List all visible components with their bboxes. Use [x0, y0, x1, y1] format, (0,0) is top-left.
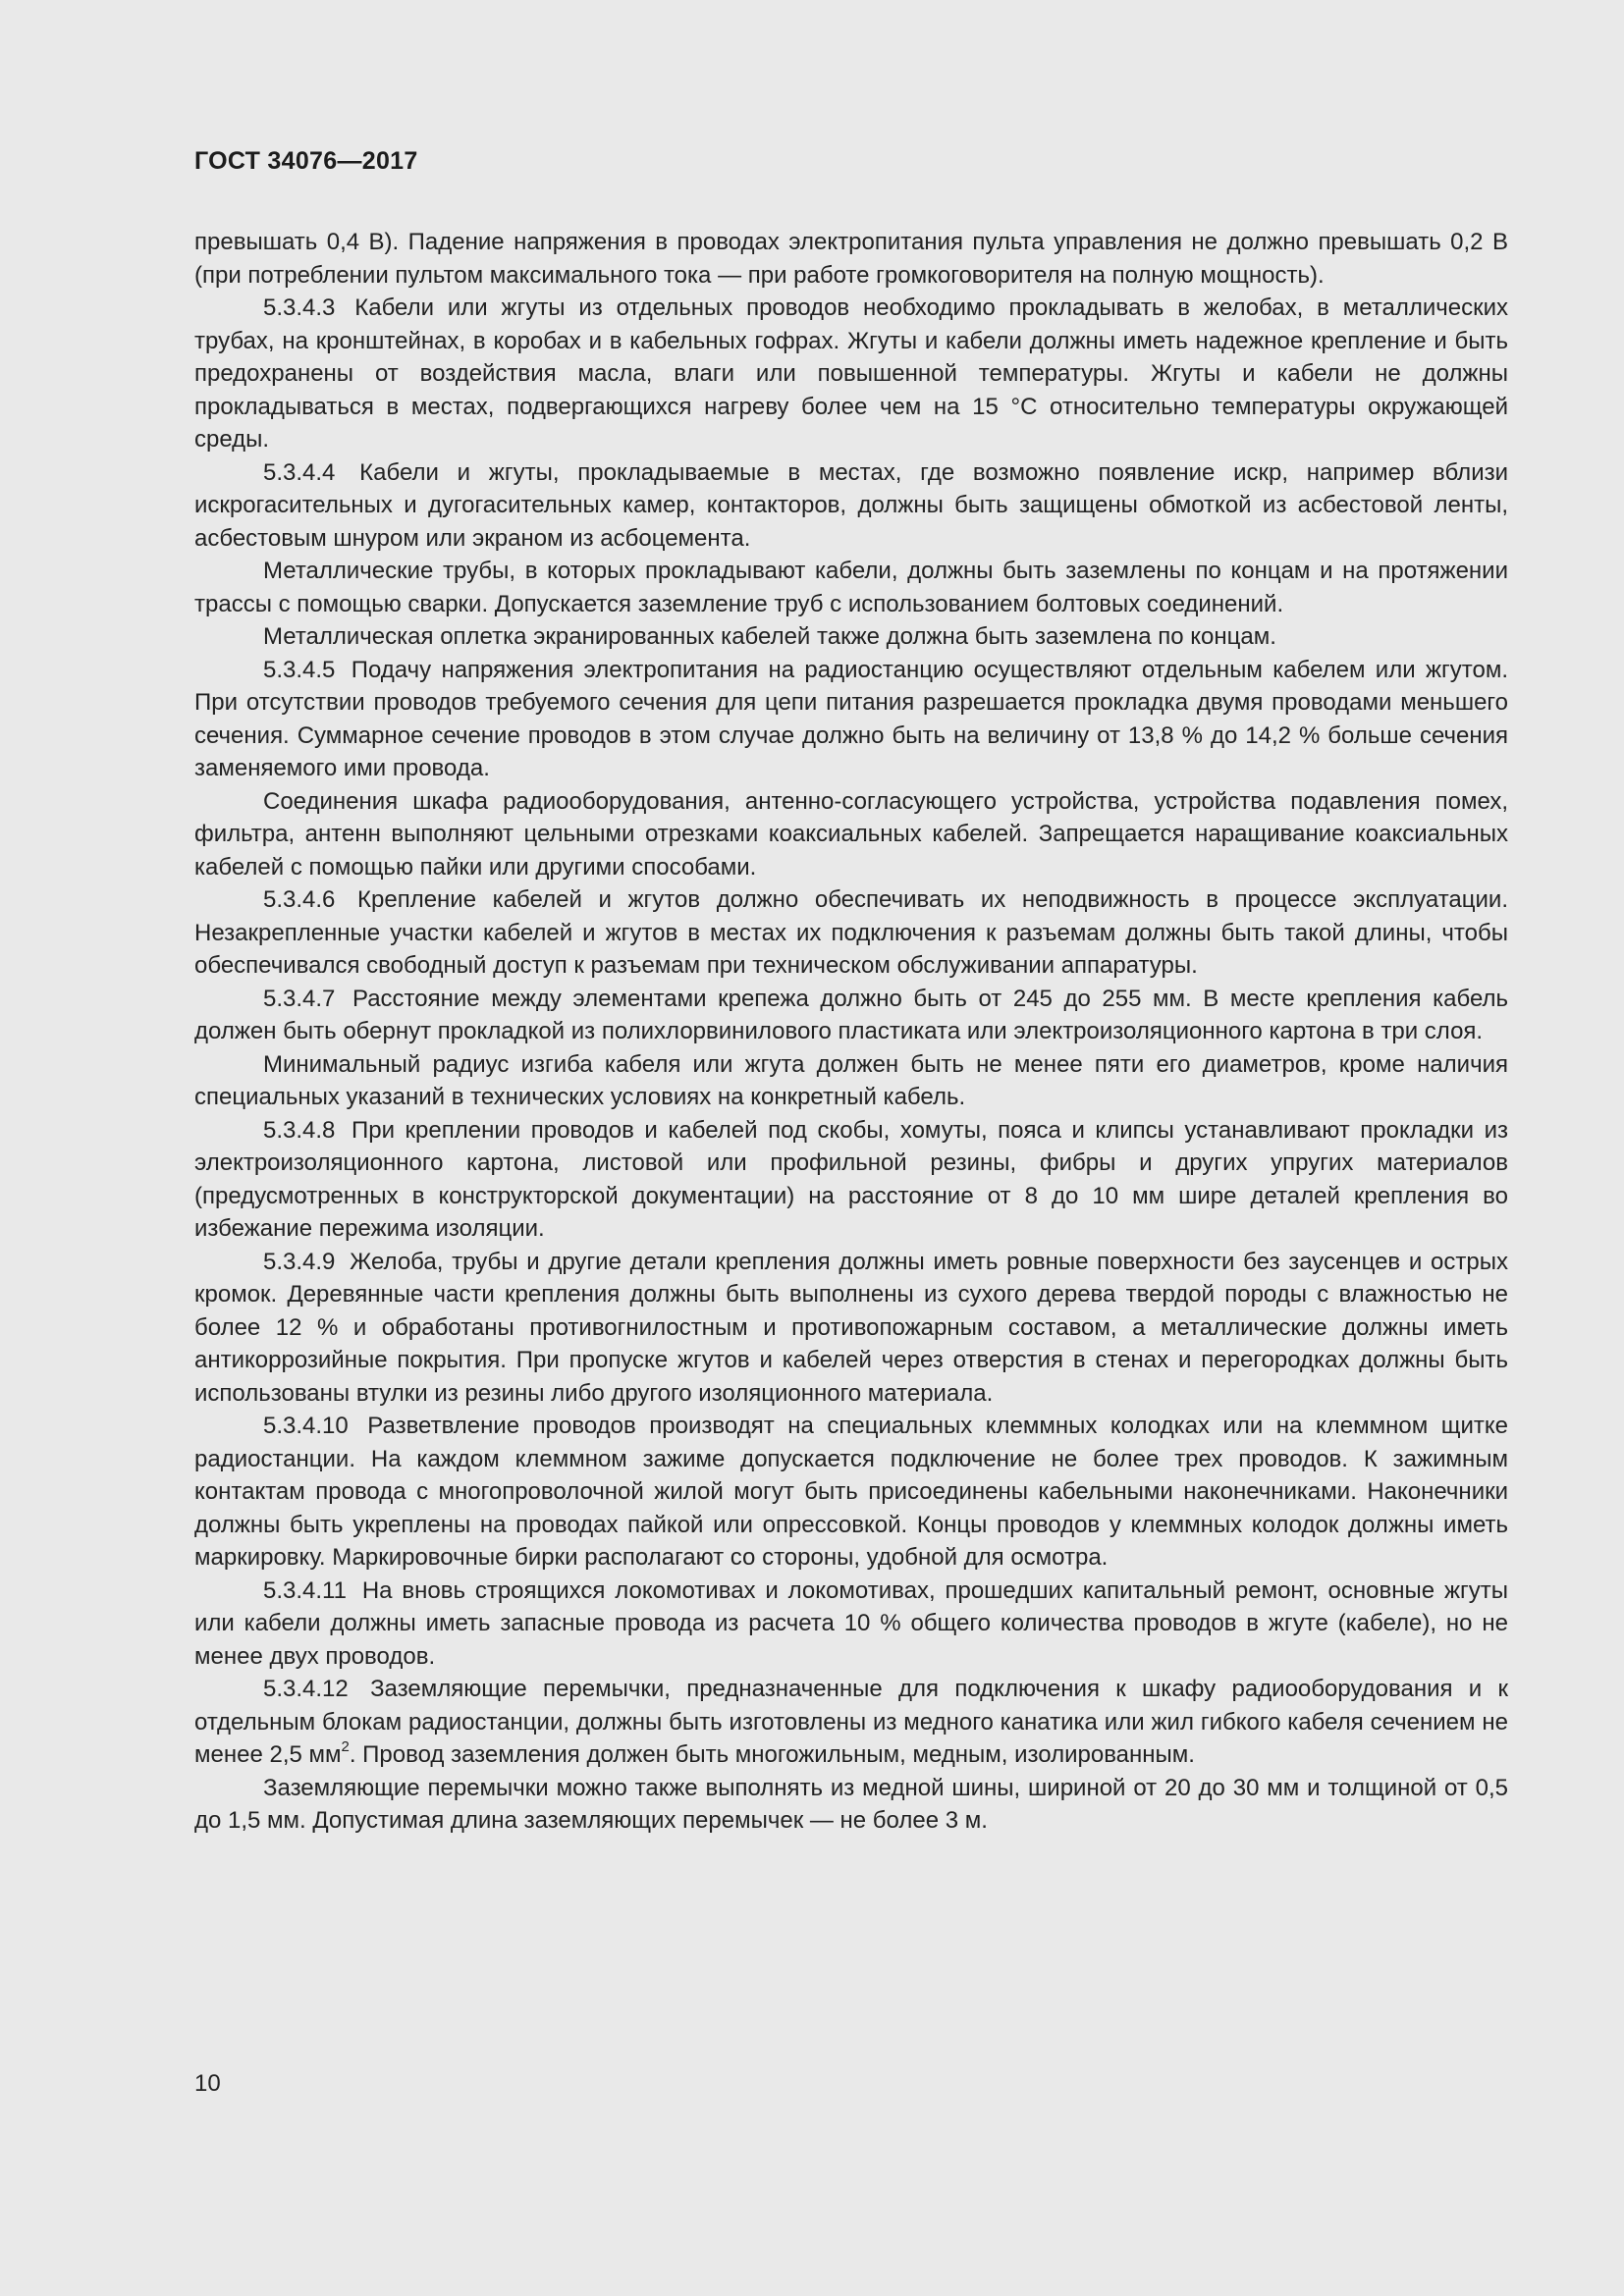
clause-5-3-4-4 — [194, 456, 1508, 556]
clause-5-3-4-12 — [194, 1673, 1508, 1772]
clause-number: 5.3.4.4 — [263, 458, 336, 486]
clause-text: Расстояние между элементами крепежа должно быть от 245 до 255 мм. В месте крепления кабель должен быть обернут прокладкой из полихлорвинилового пластиката или электроизоляционного картона в три слоя. — [194, 985, 1508, 1044]
clause-text: Заземляющие перемычки, предназначенные для подключения к шкафу радиооборудования и к отдельным блокам радиостанции, должны быть изготовлены из медного канатика или жил гибкого кабеля сечением не менее 2,5 мм — [194, 1676, 1508, 1768]
document-header: ГОСТ 34076—2017 — [194, 147, 418, 175]
paragraph-grounding-busbar: Заземляющие перемычки можно также выполнять из медной шины, шириной от 20 до 30 мм и толщиной от 0,5 до 1,5 мм. Допустимая длина заземляющих перемычек — не более 3 м. — [194, 1774, 1508, 1834]
clause-text: Подачу напряжения электропитания на радиостанцию осуществляют отдельным кабелем или жгутом. При отсутствии проводов требуемого сечения для цепи питания разрешается прокладка двумя проводами меньшего сечения. Суммарное сечение проводов в этом случае должно быть на величину от 13,8 % до 14,2 % больше сечения заменяемого ими провода. — [194, 656, 1508, 781]
clause-5-3-4-11 — [194, 1575, 1508, 1674]
clause-5-3-4-6 — [194, 883, 1508, 983]
page-number: 10 — [194, 2070, 221, 2097]
clause-number: 5.3.4.11 — [263, 1576, 347, 1604]
clause-text: При креплении проводов и кабелей под скобы, хомуты, пояса и клипсы устанавливают прокладки из электроизоляционного картона, листовой или профильной резины, фибры и других упругих материалов (предусмотренных в конструкторской документации) на расстояние от 8 до 10 мм шире деталей крепления во избежание пережима изоляции. — [194, 1116, 1508, 1242]
clause-number: 5.3.4.6 — [263, 886, 336, 913]
clause-number: 5.3.4.10 — [263, 1413, 349, 1439]
clause-5-3-4-7 — [194, 983, 1508, 1048]
clause-number: 5.3.4.8 — [263, 1116, 336, 1144]
clause-5-3-4-8 — [194, 1114, 1508, 1246]
clause-number: 5.3.4.9 — [263, 1248, 336, 1275]
clause-number: 5.3.4.5 — [263, 656, 336, 683]
clause-text: Желоба, трубы и другие детали крепления должны иметь ровные поверхности без заусенцев и острых кромок. Деревянные части крепления должны быть выполнены из сухого дерева твердой породы с влажностью не более 12 % и обработаны противогнилостным и противопожарным составом, а металлические должны иметь антикоррозийные покрытия. При пропуске жгутов и кабелей через отверстия в стенах и перегородках должны быть использованы втулки из резины либо другого изоляционного материала. — [194, 1248, 1508, 1407]
clause-text: На вновь строящихся локомотивах и локомотивах, прошедших капитальный ремонт, основные жгуты или кабели должны иметь запасные провода из расчета 10 % общего количества проводов в жгуте (кабеле), но не менее двух проводов. — [194, 1576, 1508, 1670]
paragraph-shielded-cables: Металлическая оплетка экранированных кабелей также должна быть заземлена по концам. — [263, 623, 1276, 650]
clause-5-3-4-9 — [194, 1246, 1508, 1411]
clause-text: Кабели или жгуты из отдельных проводов необходимо прокладывать в желобах, в металлических трубах, на кронштейнах, в коробах и в кабельных гофрах. Жгуты и кабели должны иметь надежное крепление и быть предохранены от воздействия масла, влаги или повышенной температуры. Жгуты и кабели не должны прокладываться в местах, подвергающихся нагреву более чем на 15 °С относительно температуры окружающей среды. — [194, 294, 1508, 453]
clause-text-continued: . Провод заземления должен быть многожильным, медным, изолированным. — [349, 1741, 1195, 1768]
clause-5-3-4-10 — [194, 1410, 1508, 1575]
clause-text: Крепление кабелей и жгутов должно обеспечивать их неподвижность в процессе эксплуатации. Незакрепленные участки кабелей и жгутов в местах их подключения к разъемам должны быть такой длины, чтобы обеспечивался свободный доступ к разъемам при техническом обслуживании аппаратуры. — [194, 886, 1508, 979]
superscript: 2 — [341, 1738, 350, 1755]
paragraph-metal-pipes: Металлические трубы, в которых прокладывают кабели, должны быть заземлены по концам и на протяжении трассы с помощью сварки. Допускается заземление труб с использованием болтовых соединений. — [194, 558, 1508, 617]
paragraph-bend-radius: Минимальный радиус изгиба кабеля или жгута должен быть не менее пяти его диаметров, кроме наличия специальных указаний в технических условиях на конкретный кабель. — [194, 1050, 1508, 1110]
clause-5-3-4-3 — [194, 292, 1508, 456]
clause-number: 5.3.4.12 — [263, 1676, 349, 1702]
clause-number: 5.3.4.7 — [263, 985, 336, 1012]
paragraph-continuation: превышать 0,4 В). Падение напряжения в проводах электропитания пульта управления не должно превышать 0,2 В (при потреблении пультом максимального тока — при работе громкоговорителя на полную мощность). — [194, 229, 1508, 289]
clause-number: 5.3.4.3 — [263, 294, 336, 321]
document-body — [194, 226, 1508, 1838]
clause-text: Кабели и жгуты, прокладываемые в местах, где возможно появление искр, например вблизи искрогасительных и дугогасительных камер, контакторов, должны быть защищены обмоткой из асбестовой ленты, асбестовым шнуром или экраном из асбоцемента. — [194, 458, 1509, 552]
paragraph-coaxial-connections: Соединения шкафа радиооборудования, антенно-согласующего устройства, устройства подавления помех, фильтра, антенн выполняют цельными отрезками коаксиальных кабелей. Запрещается наращивание коаксиальных кабелей с помощью пайки или другими способами. — [194, 787, 1508, 881]
clause-text: Разветвление проводов производят на специальных клеммных колодках или на клеммном щитке радиостанции. На каждом клеммном зажиме допускается подключение не более трех проводов. К зажимным контактам провода с многопроволочной жилой могут быть присоединены кабельными наконечниками. Наконечники должны быть укреплены на проводах пайкой или опрессовкой. Концы проводов у клеммных колодок должны иметь маркировку. Маркировочные бирки располагают со стороны, удобной для осмотра. — [194, 1413, 1508, 1571]
clause-5-3-4-5 — [194, 654, 1508, 785]
